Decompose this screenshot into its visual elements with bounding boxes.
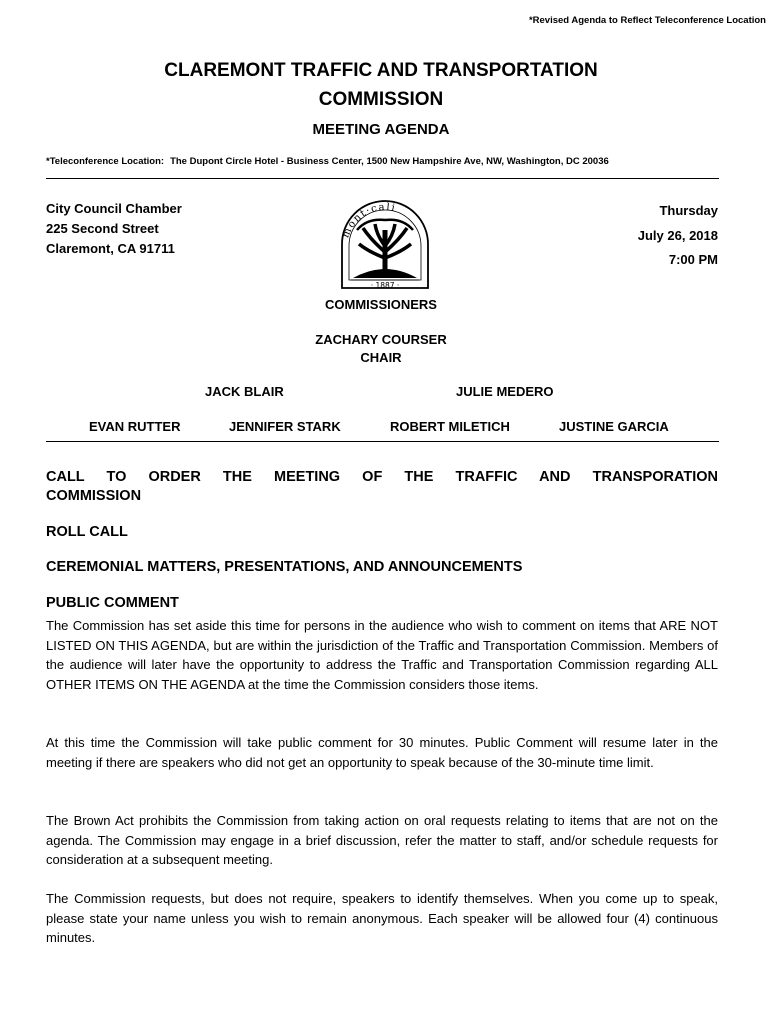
call-to-order-heading-cont: COMMISSION bbox=[46, 488, 142, 504]
meeting-datetime bbox=[638, 199, 718, 273]
document-title-line1: CLAREMONT TRAFFIC AND TRANSPORTATION bbox=[164, 60, 598, 81]
seal-year: · 1887 · bbox=[370, 281, 400, 290]
teleconference-value: The Dupont Circle Hotel - Business Center, 1500 New Hampshire Ave, NW, Washington, DC 20036 bbox=[170, 156, 609, 167]
commissioner-name: JUSTINE GARCIA bbox=[559, 419, 669, 434]
address-line2: 225 Second Street bbox=[46, 221, 159, 236]
commissioner-name: ROBERT MILETICH bbox=[390, 419, 510, 434]
commissioner-name: JACK BLAIR bbox=[205, 384, 284, 399]
commissioner-name: JENNIFER STARK bbox=[229, 419, 341, 434]
commissioner-name: EVAN RUTTER bbox=[89, 419, 181, 434]
chair-title: CHAIR bbox=[360, 350, 402, 365]
commissioners-heading: COMMISSIONERS bbox=[325, 297, 437, 312]
claremont-seal-logo bbox=[337, 200, 433, 292]
address-line3: Claremont, CA 91711 bbox=[46, 241, 175, 256]
public-comment-paragraph: The Commission requests, but does not require, speakers to identify themselves. When you come up to speak, please state your name unless you wish to remain anonymous. Each speaker will be allowed four (4) continuous minutes. bbox=[46, 891, 718, 945]
meeting-time: 7:00 PM bbox=[668, 252, 718, 267]
revised-agenda-note: *Revised Agenda to Reflect Teleconference Location bbox=[528, 15, 766, 26]
meeting-address bbox=[46, 199, 182, 259]
commissioners-divider bbox=[46, 441, 719, 442]
document-subtitle: MEETING AGENDA bbox=[312, 121, 450, 138]
ceremonial-heading: CEREMONIAL MATTERS, PRESENTATIONS, AND ANNOUNCEMENTS bbox=[46, 559, 523, 575]
teleconference-location bbox=[46, 156, 609, 167]
address-line1: City Council Chamber bbox=[46, 201, 182, 216]
roll-call-heading: ROLL CALL bbox=[46, 524, 128, 540]
call-to-order-heading: CALL TO ORDER THE MEETING OF THE TRAFFIC AND TRANSPORATION bbox=[46, 469, 718, 485]
public-comment-paragraph: The Brown Act prohibits the Commission from taking action on oral requests relating to items that are not on the agenda. The Commission may engage in a brief discussion, refer the matter to staff, and/or schedule requests for consideration at a subsequent meeting. bbox=[46, 813, 718, 867]
meeting-day: Thursday bbox=[659, 203, 718, 218]
seal-text: mont·cali bbox=[340, 201, 398, 240]
public-comment-heading: PUBLIC COMMENT bbox=[46, 595, 179, 611]
public-comment-paragraph: The Commission has set aside this time for persons in the audience who wish to comment on items that ARE NOT LISTED ON THIS AGENDA, but are within the jurisdiction of the Traffic and Transportation Commission. Members of the audience will later have the opportunity to address the Traffic and Transportation Commission regarding ALL OTHER ITEMS ON THE AGENDA at the time the Commission considers those items. bbox=[46, 618, 718, 692]
commissioner-name: JULIE MEDERO bbox=[456, 384, 554, 399]
teleconference-label: *Teleconference Location: bbox=[46, 156, 165, 167]
chair-name: ZACHARY COURSER bbox=[315, 332, 447, 347]
meeting-date: July 26, 2018 bbox=[637, 227, 718, 243]
document-title-line2: COMMISSION bbox=[318, 89, 444, 110]
public-comment-paragraph: At this time the Commission will take public comment for 30 minutes. Public Comment will resume later in the meeting if there are speakers who did not get an opportunity to speak because of the 30-minute time limit. bbox=[46, 735, 718, 770]
header-divider bbox=[46, 178, 719, 179]
